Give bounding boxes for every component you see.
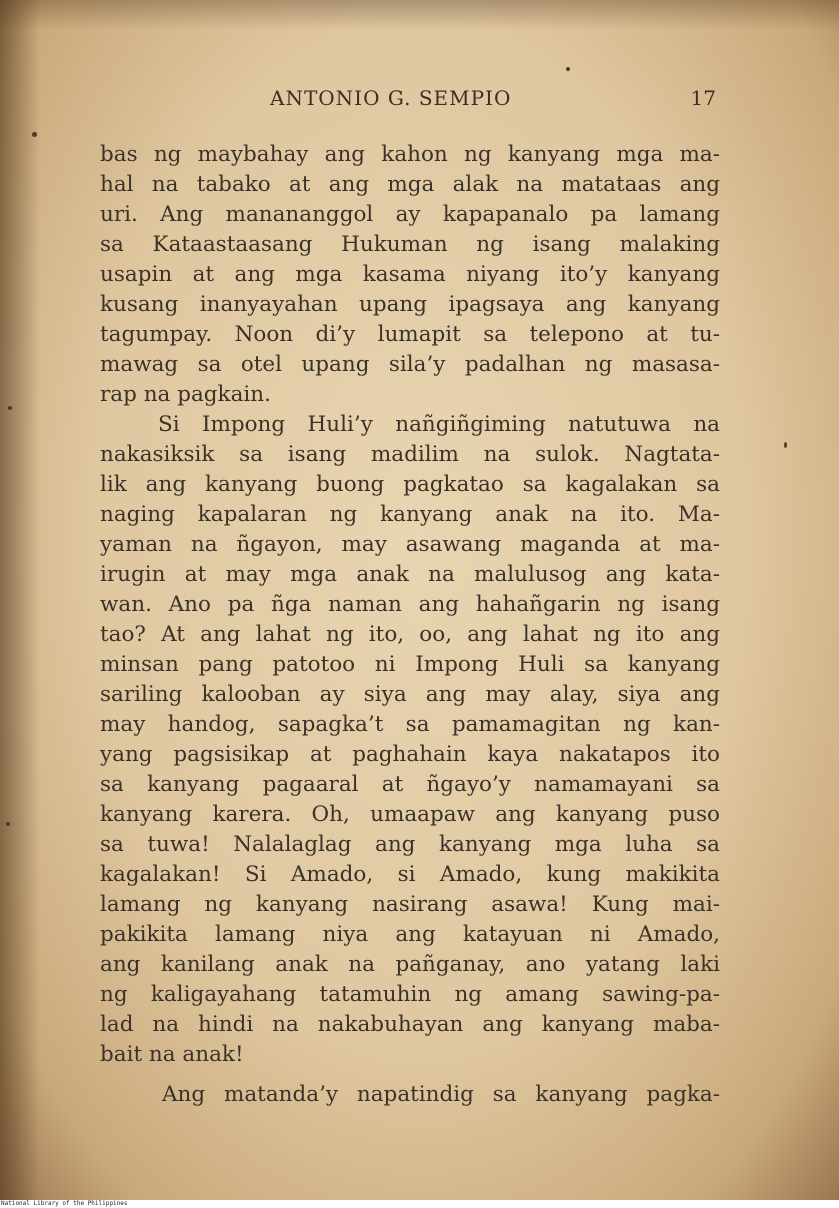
footer-credit: National Library of the Philippines [0, 1200, 839, 1208]
text-line: tao? At ang lahat ng ito, oo, ang lahat ng ito ang [100, 622, 720, 647]
text-line: kagalakan! Si Amado, si Amado, kung makikita [100, 862, 720, 887]
text-line: hal na tabako at ang mga alak na matataas ang [100, 172, 720, 197]
paragraph-first-line: Ang matanda’y napatindig sa kanyang pagka- [162, 1082, 720, 1107]
page-speck [8, 406, 12, 410]
body-text [100, 140, 720, 1110]
text-line: usapin at ang mga kasama niyang ito’y kanyang [100, 262, 720, 287]
page-speck [32, 132, 37, 137]
text-line: sa tuwa! Nalalaglag ang kanyang mga luha sa [100, 832, 720, 857]
running-head [100, 86, 720, 116]
page-speck [6, 822, 10, 826]
text-line: bait na anak! [100, 1042, 244, 1067]
text-line: ng kaligayahang tatamuhin ng amang sawing-pa- [100, 982, 720, 1007]
page-number: 17 [690, 86, 716, 110]
running-head-author: ANTONIO G. SEMPIO [270, 86, 512, 110]
text-line: yaman na ñgayon, may asawang maganda at ma- [100, 532, 720, 557]
text-line: mawag sa otel upang sila’y padalhan ng masasa- [100, 352, 720, 377]
text-line: lamang ng kanyang nasirang asawa! Kung mai- [100, 892, 720, 917]
text-line: naging kapalaran ng kanyang anak na ito. Ma- [100, 502, 720, 527]
text-line: rap na pagkain. [100, 382, 271, 407]
text-line: may handog, sapagka’t sa pamamagitan ng kan- [100, 712, 720, 737]
text-line: pakikita lamang niya ang katayuan ni Amado, [100, 922, 720, 947]
text-line: sa Kataastaasang Hukuman ng isang malaking [100, 232, 720, 257]
text-line: yang pagsisikap at paghahain kaya nakatapos ito [100, 742, 720, 767]
text-line: sa kanyang pagaaral at ñgayo’y namamayani sa [100, 772, 720, 797]
text-line: nakasiksik sa isang madilim na sulok. Nagtata- [100, 442, 720, 467]
text-line: uri. Ang manananggol ay kapapanalo pa lamang [100, 202, 720, 227]
text-line: lik ang kanyang buong pagkatao sa kagalakan sa [100, 472, 720, 497]
text-line: irugin at may mga anak na malulusog ang kata- [100, 562, 720, 587]
text-line: ang kanilang anak na pañganay, ano yatang laki [100, 952, 720, 977]
text-line: tagumpay. Noon di’y lumapit sa telepono at tu- [100, 322, 720, 347]
paragraph-first-line: Si Impong Huli’y nañgiñgiming natutuwa na [158, 412, 720, 437]
text-line: lad na hindi na nakabuhayan ang kanyang maba- [100, 1012, 720, 1037]
text-line: kanyang karera. Oh, umaapaw ang kanyang puso [100, 802, 720, 827]
text-line: sariling kalooban ay siya ang may alay, siya ang [100, 682, 720, 707]
text-line: kusang inanyayahan upang ipagsaya ang kanyang [100, 292, 720, 317]
text-line: bas ng maybahay ang kahon ng kanyang mga ma- [100, 142, 720, 167]
text-line: wan. Ano pa ñga naman ang hahañgarin ng isang [100, 592, 720, 617]
page-speck [784, 442, 787, 448]
text-line: minsan pang patotoo ni Impong Huli sa kanyang [100, 652, 720, 677]
page-speck [566, 67, 570, 71]
